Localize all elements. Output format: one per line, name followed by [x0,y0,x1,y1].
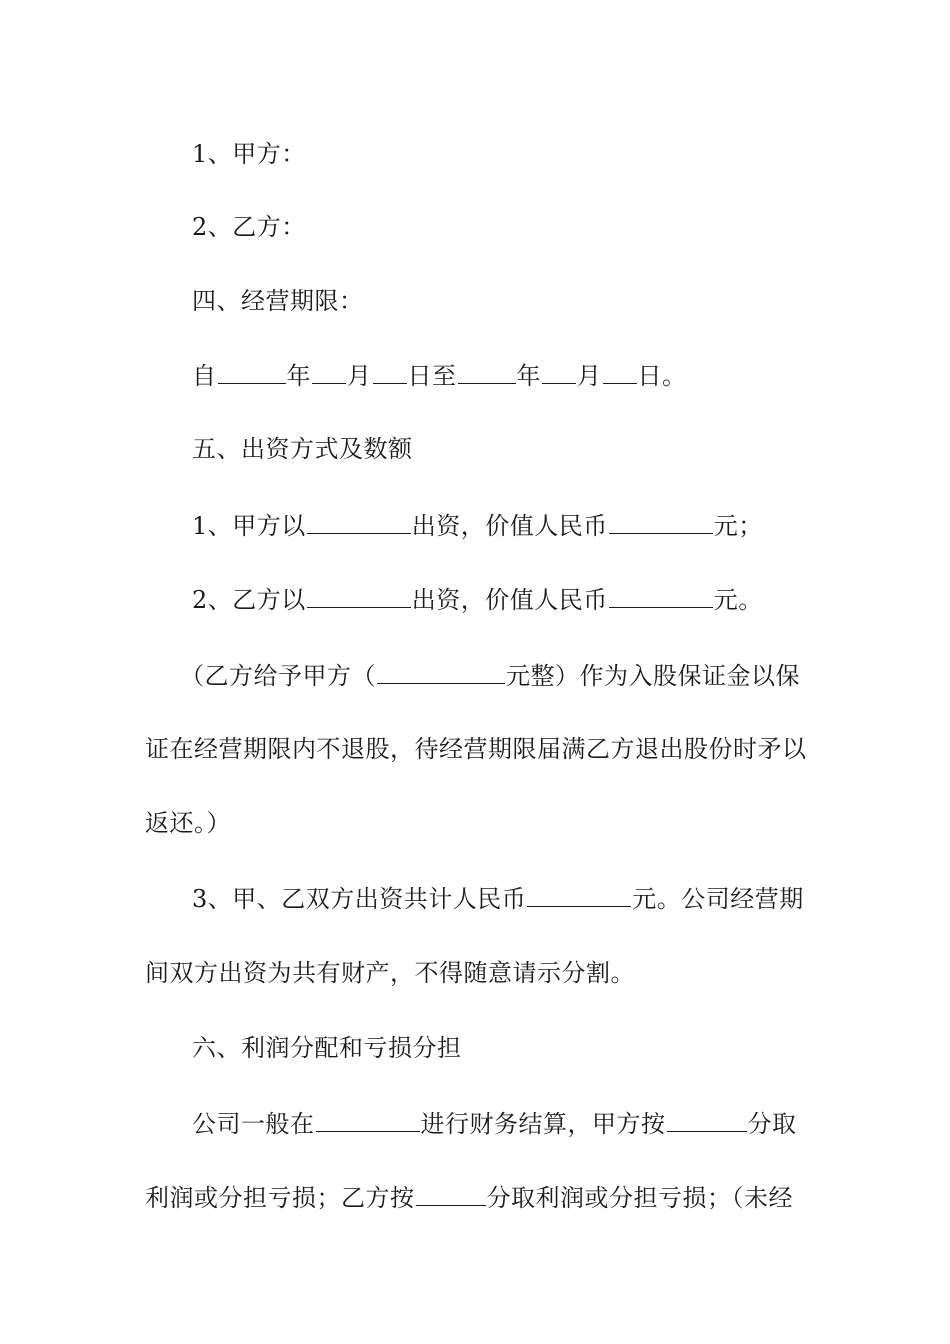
text-segment: 五、出资方式及数额 [192,435,413,463]
text-segment: 1、甲方以 [192,512,306,540]
text-segment: 四、经营期限： [192,287,364,315]
fill-blank-end-month[interactable] [542,359,576,384]
section-heading-profit [192,1032,862,1064]
fill-blank-start-month[interactable] [312,359,346,384]
fill-blank-end-day[interactable] [603,359,637,384]
fill-blank-start-year[interactable] [218,359,286,384]
text-segment: 公司一般在 [192,1110,315,1138]
text-segment: 年 [516,362,541,390]
text-segment: 自 [192,362,217,390]
deposit-paragraph-line-3 [145,807,815,839]
profit-line-2 [145,1181,815,1214]
text-segment: 2、乙方： [192,213,306,241]
fill-blank-ratio-b[interactable] [416,1181,486,1206]
total-capital-line-2 [145,957,815,989]
deposit-paragraph-line-2 [145,733,815,765]
capital-party-a-line [192,509,862,542]
capital-party-b-line [192,583,862,616]
fill-blank-capital-amount-b[interactable] [609,583,713,608]
term-dates-line [192,359,862,392]
total-capital-line-1 [192,882,862,915]
fill-blank-capital-form-b[interactable] [307,583,411,608]
text-segment: 出资，价值人民币 [411,586,608,614]
text-segment: 月 [577,362,602,390]
fill-blank-ratio-a[interactable] [667,1107,747,1132]
clause-party-a [192,138,862,170]
text-segment: 元整）作为入股保证金以保 [506,662,800,690]
fill-blank-settlement-time[interactable] [316,1107,420,1132]
text-segment: 日。 [637,362,687,390]
text-segment: 年 [286,362,311,390]
profit-line-1 [192,1107,862,1140]
fill-blank-deposit-amount[interactable] [377,659,505,684]
text-segment: 元； [713,512,763,540]
text-segment: 返还。） [145,809,231,837]
fill-blank-end-year[interactable] [458,359,516,384]
text-segment: 出资，价值人民币 [411,512,608,540]
text-segment: 六、利润分配和亏损分担 [192,1034,462,1062]
text-segment: （乙方给予甲方（ [180,662,376,690]
section-heading-capital [192,433,862,465]
clause-party-b [192,211,862,243]
text-segment: 2、乙方以 [192,586,306,614]
fill-blank-start-day[interactable] [373,359,407,384]
text-segment: 进行财务结算，甲方按 [420,1110,666,1138]
fill-blank-capital-form-a[interactable] [307,509,411,534]
text-segment: 利润或分担亏损；乙方按 [145,1184,415,1212]
text-segment: 月 [347,362,372,390]
text-segment: 元。 [713,586,763,614]
text-segment: 分取 [747,1110,797,1138]
fill-blank-total-capital[interactable] [527,882,631,907]
section-heading-term [192,285,862,317]
text-segment: 3、甲、乙双方出资共计人民币 [192,885,527,913]
deposit-paragraph-line-1 [180,659,850,692]
text-segment: 日至 [407,362,457,390]
fill-blank-capital-amount-a[interactable] [609,509,713,534]
text-segment: 1、甲方： [192,140,306,168]
text-segment: 分取利润或分担亏损；（未经 [486,1184,793,1212]
text-segment: 元。公司经营期 [632,885,804,913]
text-segment: 证在经营期限内不退股，待经营期限届满乙方退出股份时矛以 [145,735,807,763]
text-segment: 间双方出资为共有财产，不得随意请示分割。 [145,959,635,987]
